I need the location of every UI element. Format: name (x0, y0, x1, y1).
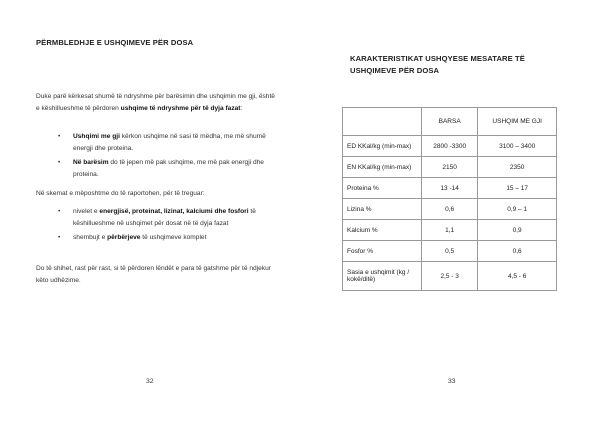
row-barsa-value: 13 -14 (422, 178, 478, 199)
list-item (36, 232, 279, 244)
intro-colon: : (240, 104, 243, 112)
row-barsa-value: 2,5 - 3 (422, 262, 478, 291)
row-label: Kalcium % (343, 220, 422, 241)
table-row (343, 136, 557, 157)
list-item-text: nivelet e (73, 208, 100, 215)
list-item-text: kërkon ushqime në sasi të mëdha, me më shumë energji dhe proteina. (73, 133, 266, 152)
row-gji-value: 4,5 - 6 (478, 262, 557, 291)
row-label: EN KKal/kg (min-max) (343, 157, 422, 178)
bullet-icon: • (58, 208, 61, 215)
page-number: 32 (146, 378, 154, 385)
bullet-icon: • (58, 159, 61, 167)
table-header-gji: USHQIM ME GJI (478, 108, 557, 136)
row-barsa-value: 0,5 (422, 241, 478, 262)
table-header-row (343, 108, 557, 136)
row-label: Proteina % (343, 178, 422, 199)
left-page-title: PËRMBLEDHJE E USHQIMEVE PËR DOSA (36, 38, 194, 47)
row-gji-value: 15 – 17 (478, 178, 557, 199)
table-row (343, 157, 557, 178)
row-label: Lizina % (343, 199, 422, 220)
list-item (36, 157, 279, 180)
list-item-text: do të jepen më pak ushqime, me më pak energji dhe proteina. (73, 159, 264, 178)
page-number: 33 (448, 378, 456, 385)
row-barsa-value: 2150 (422, 157, 478, 178)
intro-text: Duke parë kërkesat shumë të ndryshme për barësimin dhe ushqimin me gji, është e këshillueshme të përdoren (36, 93, 275, 112)
list-item-bold: Ushqimi me gji (73, 133, 120, 140)
table-row (343, 199, 557, 220)
phase-list (36, 131, 279, 183)
list-item-text: të ushqimeve komplet (140, 234, 207, 242)
row-barsa-value: 0,6 (422, 199, 478, 220)
bullet-icon: • (58, 133, 61, 140)
schemes-paragraph: Në skemat e mëposhtme do të raportohen, për të treguar: (36, 190, 205, 197)
row-gji-value: 0,9 (478, 220, 557, 241)
right-page (300, 0, 600, 425)
right-page-title: KARAKTERISTIKAT USHQYESE MESATARE TË USHQIMEVE PËR DOSA (350, 54, 525, 75)
row-gji-value: 2350 (478, 157, 557, 178)
schemes-list (36, 206, 279, 247)
list-item-bold: përbërjeve (107, 234, 141, 242)
list-item-text: të këshillueshme në ushqimet për dosat në të dyja fazat (73, 208, 256, 227)
row-barsa-value: 2800 -3300 (422, 136, 478, 157)
closing-paragraph: Do të shihet, rast për rast, si të përdoren lëndët e para të gatshme për të ndjekur këto udhëzime. (36, 265, 271, 284)
row-label: ED KKal/kg (min-max) (343, 136, 422, 157)
list-item-bold: energjisë, proteinat, lizinat, kalciumi dhe fosfori (99, 208, 249, 215)
list-item (36, 206, 279, 229)
table-row (343, 220, 557, 241)
list-item (36, 131, 279, 154)
row-barsa-value: 1,1 (422, 220, 478, 241)
row-label: Fosfor % (343, 241, 422, 262)
nutrition-table (342, 107, 557, 291)
intro-paragraph (36, 91, 279, 114)
row-gji-value: 0,6 (478, 241, 557, 262)
table-header-empty (343, 108, 422, 136)
table-header-barsa: BARSA (422, 108, 478, 136)
table-row (343, 178, 557, 199)
row-gji-value: 3100 – 3400 (478, 136, 557, 157)
bullet-icon: • (58, 234, 61, 242)
list-item-text: shembujt e (73, 234, 108, 242)
table-row (343, 262, 557, 291)
row-label: Sasia e ushqimit (kg / kokë/ditë) (343, 262, 422, 291)
intro-bold: ushqime të ndryshme për të dyja fazat (120, 104, 241, 112)
table-row (343, 241, 557, 262)
row-gji-value: 0,9 – 1 (478, 199, 557, 220)
list-item-bold: Në barësim (73, 159, 109, 167)
